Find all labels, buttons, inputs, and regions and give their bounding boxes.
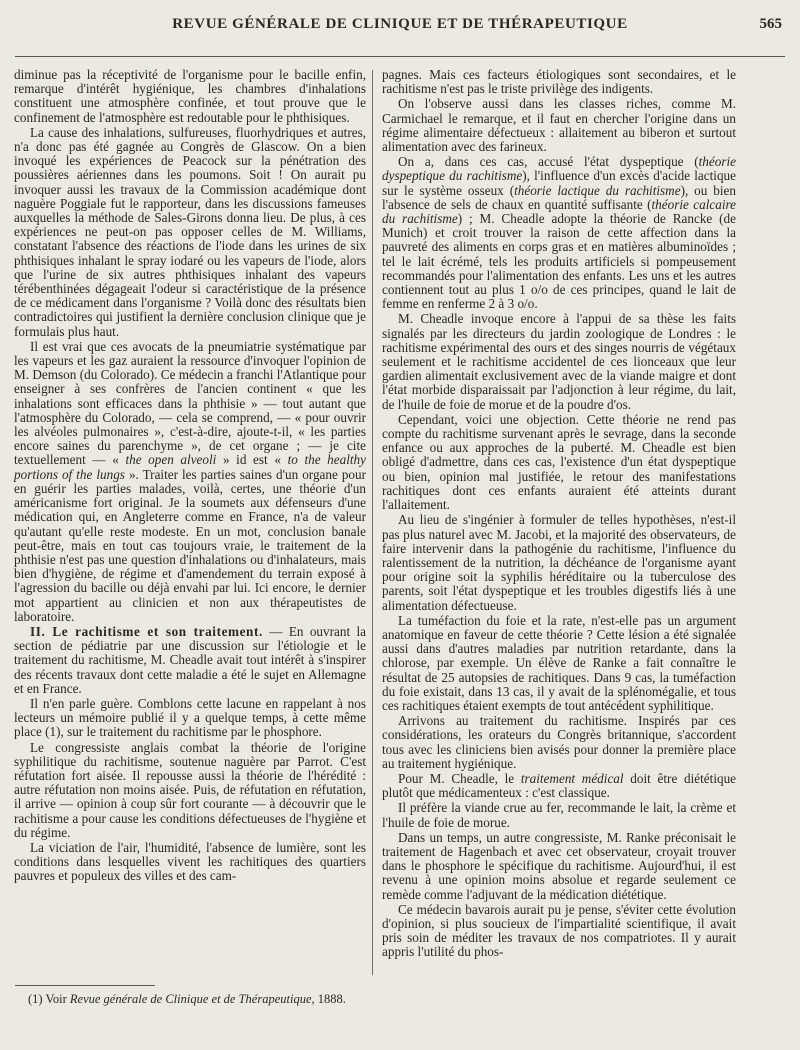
paragraph: La tuméfaction du foie et la rate, n'est-elle pas un argument anatomique en faveur de cette théorie ? Cette lésion a été signalée aussi dans d'autres maladies par nutrition retardante, dans la chlorose, par exemple. Un élève de Ranke a fait connaître le résultat de 25 autopsies de rachitiques. Dans 9 cas, la tuméfaction du foie existait, dans 13 cas, il y avait de la splénomégalie, et tous ces rachitiques étaient exempts de tout antécédent syphilitique. bbox=[382, 612, 736, 713]
footnote bbox=[28, 992, 368, 1006]
text-run: Pour M. Cheadle, le bbox=[398, 770, 515, 786]
text-run: ) ; M. Cheadle adopte la théorie de Rancke (de Munich) et croit trouver la raison de cette affection dans la pauvreté des aliments en corps gras et en matières albuminoïdes ; tel le lait écrémé, tels les produits artificiels si pompeusement recommandés pour l'alimentation des enfants. Les uns et les autres contiennent tout au plus 1 o/o de ces principes, quand le lait de femme en renferme 2 à 3 o/o. bbox=[382, 211, 736, 312]
english-quote: the open alveoli bbox=[125, 452, 217, 468]
text-run: ), ou bien l'absence de sels de chaux en quantité suffisante ( bbox=[382, 182, 736, 212]
paragraph bbox=[14, 625, 366, 696]
paragraph: diminue pas la réceptivité de l'organisme pour le bacille enfin, remarque d'intérêt hygiénique, les chambres d'inhalations constituent une atmosphère confinée, et tout prouve que le confinement de l'atmosphère est redoutable pour le phthisiques. bbox=[14, 67, 366, 125]
paragraph: On l'observe aussi dans les classes riches, comme M. Carmichael le remarque, et il faut en chercher l'origine dans un régime alimentaire défectueux : allaitement au biberon et surtout alimentation avec des farineux. bbox=[382, 96, 736, 155]
paragraph bbox=[382, 155, 736, 311]
paragraph bbox=[14, 340, 366, 624]
column-divider bbox=[372, 70, 373, 975]
footnote-prefix: (1) Voir bbox=[28, 992, 67, 1006]
text-run: On a, dans ces cas, accusé l'état dyspeptique ( bbox=[398, 154, 699, 170]
running-header bbox=[0, 10, 800, 40]
italic-term: théorie calcaire du rachitisme bbox=[382, 196, 736, 227]
italic-term: théorie dyspeptique du rachitisme bbox=[382, 154, 736, 184]
paragraph: La cause des inhalations, sulfureuses, fluorhydriques et autres, n'a donc pas été gagnée au Congrès de Glascow. On a bien invoqué les expériences de Peacock sur la pénétration des poussières aériennes dans les poumons. Soit ! On aurait pu invoquer aussi les travaux de la Commission académique dont naguère Poggiale fut le rapporteur, dans les discussions fameuses auxquelles la méthode de Sales-Girons donna lieu. De plus, à ces expériences ne peut-on pas opposer celles de M. Williams, constatant l'absence des réactions de l'iode dans les urines de six phthisiques inhalant le spray iodaré ou les vapeurs de l'iode, alors que l'urine de six autres phthisiques inhalant des vapeurs térébenthinées dégageait l'odeur si caractéristique de la présence de ce médicament dans l'organisme ? Voilà donc des résultats bien contradictoires qui justifient la dernière conclusion clinique que je formulais plus haut. bbox=[14, 124, 366, 339]
english-quote: to the healthy portions of the lungs bbox=[14, 452, 366, 482]
paragraph: pagnes. Mais ces facteurs étiologiques sont secondaires, et le rachitisme n'est pas le triste privilège des indigents. bbox=[382, 67, 736, 97]
paragraph: Le congressiste anglais combat la théorie de l'origine syphilitique du rachitisme, soutenue naguère par Parrot. C'est réfutation fort aisée. Il repousse aussi la théorie de l'hérédité : autre réfutation non moins aisée. Puis, de réfutation en réfutation, il arrive — opinion à coup sûr fort courante — à découvrir que le rachitisme a pour cause les conditions défectueuses de l'hygiène et du régime. bbox=[14, 739, 366, 840]
section-title: II. Le rachitisme et son traitement. bbox=[30, 623, 263, 639]
footnote-year: 1888. bbox=[317, 992, 346, 1006]
text-run: » id est « bbox=[222, 452, 281, 468]
text-run: — En ouvrant la section de pédiatrie par une discussion sur l'étiologie et le traitement du rachitisme, M. Cheadle avait tout intérêt à s'inspirer des récents travaux dont cette maladie a été le sujet en Allemagne et en France. bbox=[14, 623, 367, 696]
paragraph: Au lieu de s'ingénier à formuler de telles hypothèses, n'est-il pas plus naturel avec M. Jacobi, et la majorité des observateurs, de faire intervenir dans la pathogénie du rachitisme, l'influence du ralentissement de la nutrition, la déchéance de l'organisme ayant pour origine soit la syphilis héréditaire ou la tuberculose des parents, soit l'état dyspeptique et les troubles digestifs liés à une alimentation défectueuse. bbox=[382, 512, 736, 613]
footnote-rule bbox=[15, 985, 155, 986]
paragraph bbox=[382, 772, 736, 800]
text-run: ». Traiter les parties saines d'un organe pour en guérir les parties malades, voilà, certes, une théorie d'un américanisme fort original. Je la soumets aux défenseurs d'une médication qui, en Angleterre comme en France, n'a de valeur qu'autant qu'elle reste modeste. En un mot, conclusion banale peut-être, mais en tout cas toujours vraie, le traitement de la phthisie n'est pas une question d'inhalations ou d'inhalateurs, mais bien d'hygiène, de régime et d'amendement du terrain exposé à l'agression du bacille ou déjà envahi par lui. Ici encore, le dernier mot appartient au clinicien et non aux thérapeutistes de laboratoire. bbox=[14, 466, 367, 624]
page-number: 565 bbox=[759, 16, 782, 32]
footnote-title: Revue générale de Clinique et de Thérapeutique, bbox=[69, 992, 315, 1006]
paragraph: Il n'en parle guère. Comblons cette lacune en rappelant à nos lecteurs un mémoire publié il y a quelque temps, à cette même place (1), sur le traitement du rachitisme par le phosphore. bbox=[14, 695, 366, 740]
paragraph: La viciation de l'air, l'humidité, l'absence de lumière, sont les conditions dans lesquelles vivent les rachitiques des quartiers pauvres et populeux des villes et des cam- bbox=[14, 839, 366, 884]
right-column bbox=[382, 68, 736, 961]
text-run: ), l'influence d'un excès d'acide lactique sur le système osseux ( bbox=[382, 168, 736, 198]
text-run: Il est vrai que ces avocats de la pneumiatrie systématique par les vapeurs et les gaz auraient la ressource d'invoquer l'opinion de M. Demson (du Colorado). Ce médecin a franchi l'Atlantique pour enseigner à ses confrères de l'ancien continent « que les inhalations sont efficaces dans la phthisie » — tout autant que l'atmosphère du Colorado, — cela se comprend, — « pour ouvrir les alvéoles pulmonaires », c'est-à-dire, ajoute-t-il, « les parties encore saines du parenchyme », de cet organe ; — je cite textuellement — « bbox=[14, 338, 366, 468]
paragraph: Arrivons au traitement du rachitisme. Inspirés par ces considérations, les orateurs du Congrès britannique, s'accordent tous avec les cliniciens bien avisés pour donner la première place au traitement hygiénique. bbox=[382, 713, 736, 771]
italic-term: théorie lactique du rachitisme bbox=[514, 182, 681, 198]
running-title: REVUE GÉNÉRALE DE CLINIQUE ET DE THÉRAPEUTIQUE bbox=[172, 16, 628, 32]
left-column bbox=[14, 68, 366, 885]
paragraph: M. Cheadle invoque encore à l'appui de sa thèse les faits signalés par les directeurs du jardin zoologique de Londres : le rachitisme expérimental des ours et des singes nourris de végétaux seulement et le rachitisme accidentel de ces lionceaux que leur gardien alimentait exclusivement avec de la viande maigre et dont l'état morbide disparaissait par l'adjonction à leur régime, du lait, de l'huile de foie de morue et de la poudre d'os. bbox=[382, 311, 736, 412]
italic-term: traitement médical bbox=[520, 770, 624, 786]
paragraph: Ce médecin bavarois aurait pu je pense, s'éviter cette évolution d'opinion, si plus soucieux de l'impartialité scientifique, il avait pris soin de méditer les travaux de nos compatriotes. Il y aurait appris l'utilité du phos- bbox=[382, 901, 736, 960]
text-run: doit être diététique plutôt que médicamenteux : c'est classique. bbox=[382, 770, 737, 801]
paragraph: Dans un temps, un autre congressiste, M. Ranke préconisait le traitement de Hagenbach et avec cet observateur, croyait trouver dans le phosphore le spécifique du rachitisme. Aujourd'hui, il est revenu à une opinion moins absolue et regarde seulement ce remède comme l'adjuvant de la médication diététique. bbox=[382, 829, 736, 902]
header-rule bbox=[15, 56, 785, 57]
paragraph: Cependant, voici une objection. Cette théorie ne rend pas compte du rachitisme survenant après le sevrage, dans la seconde enfance ou aux approches de la puberté. M. Cheadle est bien obligé d'admettre, dans ces cas, l'existence d'un état dyspeptique ou bien, opinion mal justifiée, le retour des manifestations rachitiques dont ces enfants auraient été atteints durant l'allaitement. bbox=[382, 411, 736, 513]
paragraph: Il préfère la viande crue au fer, recommande le lait, la crème et l'huile de foie de morue. bbox=[382, 800, 736, 830]
